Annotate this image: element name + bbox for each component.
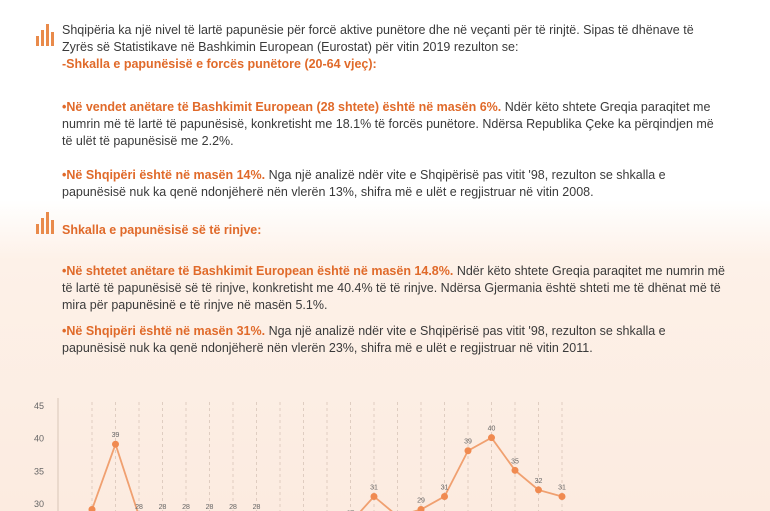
intro-paragraph (62, 22, 727, 73)
youth-bullet-2-text: Nga një analizë ndër vite e Shqipërisë pas vitit '98, rezulton se shkalla e papunësisë nuk ka qenë ndonjëherë nën vlerën 23%, shifra më e ulët e regjistruar në vitin 2011. (62, 324, 666, 355)
data-point (559, 493, 566, 500)
data-label: 28 (252, 504, 261, 511)
data-label: 32 (534, 477, 543, 485)
labor-bullet-2-highlight: Në Shqipëri është në masën 14%. (66, 168, 266, 182)
data-label: 35 (511, 458, 519, 466)
youth-bullet-2: •Në Shqipëri është në masën 31%. Nga një analizë ndër vite e Shqipërisë pas vitit '98, rezulton se shkalla e papunësisë nuk ka qenë ndonjëherë nën vlerën 23%, shifra më e ulët e regjistruar në vitin 2011. (62, 324, 666, 355)
data-point (512, 467, 519, 474)
data-label: 28 (205, 504, 214, 511)
youth-unemployment-chart (0, 388, 770, 511)
data-point (418, 506, 425, 511)
data-label: 28 (135, 504, 143, 511)
data-point (371, 493, 378, 500)
labor-bullet-2: •Në Shqipëri është në masën 14%. Nga një analizë ndër vite e Shqipërisë pas vitit '98, rezulton se shkalla e papunësisë nuk ka qenë ndonjëherë nën vlerën 13%, shifra më e ulët e regjistruar në vitin 2008. (62, 168, 666, 199)
data-point (488, 434, 495, 441)
data-label: 39 (464, 438, 472, 446)
y-tick-label: 40 (33, 433, 44, 444)
data-point (89, 506, 96, 511)
bar-chart-icon (36, 212, 54, 234)
intro-text: Shqipëria ka një nivel të lartë papunësie për forcë aktive punëtore dhe në veçanti për të rinjtë. Sipas të dhënave të Zyrës së Statistikave në Bashkimin European (Eurostat) për vitin 2019 rezulton se: (62, 23, 694, 54)
data-label: 31 (370, 484, 378, 492)
data-label: 28 (158, 504, 167, 511)
data-label: 29 (417, 497, 425, 505)
data-label: 40 (487, 425, 496, 433)
data-point (535, 486, 542, 493)
labor-bullet-2-text: Nga një analizë ndër vite e Shqipërisë pas vitit '98, rezulton se shkalla e papunësisë nuk ka qenë ndonjëherë nën vlerën 13%, shifra më e ulët e regjistruar në vitin 2008. (62, 168, 666, 199)
data-point (441, 493, 448, 500)
labor-bullet-1-text: Ndër këto shtete Greqia paraqitet me numrin më të lartë të papunësisë, konkretisht me 18.1% të forcës punëtore. Ndërsa Republika Çeke ka përqindjen më të ulët të papunësisë me 2.2%. (62, 100, 714, 148)
labor-bullet-1-highlight: Në vendet anëtare të Bashkimit European (28 shtete) është në masën 6%. (66, 100, 502, 114)
data-point (465, 447, 472, 454)
y-tick-label: 45 (33, 401, 44, 411)
data-label: 28 (182, 504, 190, 511)
youth-bullet-2-highlight: Në Shqipëri është në masën 31%. (66, 324, 266, 338)
youth-bullet-1-highlight: Në shtetet anëtare të Bashkimit European është në masën 14.8%. (66, 264, 454, 278)
data-label: 39 (111, 432, 120, 440)
data-point (112, 441, 119, 448)
youth-heading: Shkalla e papunësisë së të rinjve: (62, 223, 262, 237)
labor-bullet-1: •Në vendet anëtare të Bashkimit European (28 shtete) është në masën 6%. Ndër këto shtete Greqia paraqitet me numrin më të lartë të papunësisë, konkretisht me 18.1% të forcës punëtore. Ndërsa Republika Çeke ka përqindjen më të ulët të papunësisë me 2.2%. (62, 100, 714, 148)
data-label: 31 (440, 484, 449, 492)
data-label: 28 (229, 504, 237, 511)
y-tick-label: 30 (33, 499, 44, 509)
labor-subheading: -Shkalla e papunësisë e forcës punëtore (20-64 vjeç): (62, 57, 377, 71)
y-tick-label: 35 (33, 466, 44, 477)
data-label: 31 (558, 484, 566, 492)
youth-bullet-1: •Në shtetet anëtare të Bashkimit European është në masën 14.8%. Ndër këto shtete Greqia paraqitet me numrin më të lartë të papunësisë së të rinjve, konkretisht me 40.4% të të rinjve. Ndërsa Gjermania është shteti me të dhënat më të mira për papunësinë e të rinjve në masën 5.1%. (62, 264, 725, 312)
bar-chart-icon (36, 24, 54, 46)
youth-bullet-1-text: Ndër këto shtete Greqia paraqitet me numrin më të lartë të papunësisë së të rinjve, konkretisht me 40.4% të të rinjve. Ndërsa Gjermania është shteti me të dhënat më të mira për papunësinë e të rinjve në masën 5.1%. (62, 264, 725, 312)
